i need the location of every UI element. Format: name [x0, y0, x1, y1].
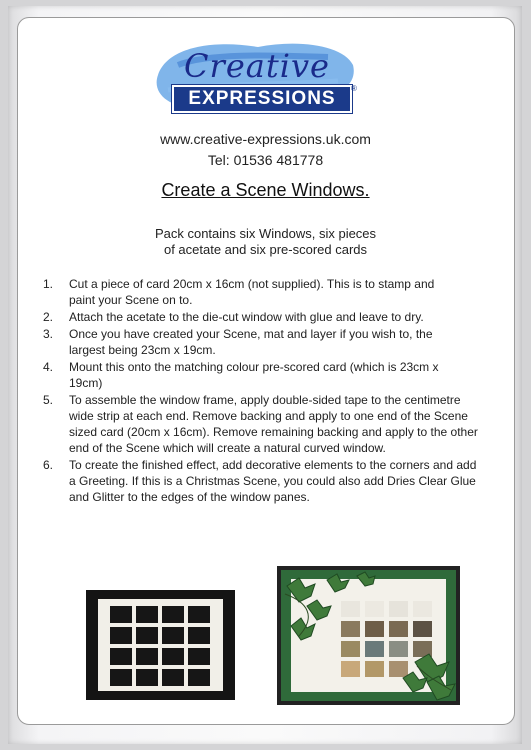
step-line: 19cm)	[69, 376, 103, 390]
step-line: sized card (20cm x 16cm). Remove remaining backing and apply to the other	[69, 425, 478, 439]
step-number: 4.	[43, 360, 54, 374]
step-item	[40, 326, 480, 358]
step-line: a Greeting. If this is a Christmas Scene, you could also add Dries Clear Glue	[69, 474, 476, 488]
step-number: 3.	[43, 327, 54, 341]
pack-contents	[0, 226, 531, 258]
step-number: 6.	[43, 458, 54, 472]
step-line: To assemble the window frame, apply double-sided tape to the centimetre	[69, 393, 461, 407]
step-line: and Glitter to the edges of the window panes.	[69, 490, 310, 504]
window-pane	[162, 606, 184, 623]
window-pane	[162, 648, 184, 665]
page-title: Create a Scene Windows.	[161, 180, 370, 200]
step-line: Cut a piece of card 20cm x 16cm (not supplied). This is to stamp and	[69, 277, 435, 291]
step-line: To create the finished effect, add decorative elements to the corners and add	[69, 458, 477, 472]
window-pane	[136, 606, 158, 623]
step-item	[40, 359, 480, 391]
window-pane	[188, 669, 210, 686]
finished-scene-photo	[277, 566, 460, 705]
window-pane	[188, 606, 210, 623]
window-pane	[110, 627, 132, 644]
step-number: 1.	[43, 277, 54, 291]
step-line: Attach the acetate to the die-cut window with glue and leave to dry.	[69, 310, 424, 324]
step-number: 5.	[43, 393, 54, 407]
step-line: wide strip at each end. Remove backing and apply to one end of the Scene	[69, 409, 468, 423]
step-line: Once you have created your Scene, mat and layer if you wish to, the	[69, 327, 433, 341]
website-link[interactable]: www.creative-expressions.uk.com	[160, 131, 371, 147]
window-pane	[110, 669, 132, 686]
logo-bar-text: EXPRESSIONS	[172, 85, 352, 113]
step-line: end of the Scene which will create a natural curved window.	[69, 441, 386, 455]
step-line: Mount this onto the matching colour pre-scored card (which is 23cm x	[69, 360, 439, 374]
ivy-leaves-icon	[277, 566, 460, 705]
registered-mark: ®	[351, 84, 357, 93]
window-frame-photo	[86, 590, 235, 700]
window-pane	[136, 669, 158, 686]
pack-contents-line: of acetate and six pre-scored cards	[163, 242, 368, 257]
window-pane	[188, 627, 210, 644]
step-item	[40, 392, 480, 456]
window-pane	[110, 606, 132, 623]
window-pane	[136, 627, 158, 644]
step-item	[40, 309, 480, 325]
window-pane	[162, 669, 184, 686]
creative-expressions-logo	[148, 35, 358, 125]
step-line: paint your Scene on to.	[69, 293, 193, 307]
window-pane	[110, 648, 132, 665]
step-number: 2.	[43, 310, 54, 324]
window-pane	[136, 648, 158, 665]
step-item	[40, 276, 480, 308]
logo-script-text: Creative	[184, 47, 330, 85]
window-pane	[162, 627, 184, 644]
phone-number: Tel: 01536 481778	[207, 152, 324, 168]
window-pane	[188, 648, 210, 665]
instruction-steps	[40, 276, 480, 506]
step-line: largest being 23cm x 19cm.	[69, 343, 216, 357]
window-frame	[98, 599, 223, 691]
step-item	[40, 457, 480, 505]
pack-contents-line: Pack contains six Windows, six pieces	[154, 226, 377, 241]
